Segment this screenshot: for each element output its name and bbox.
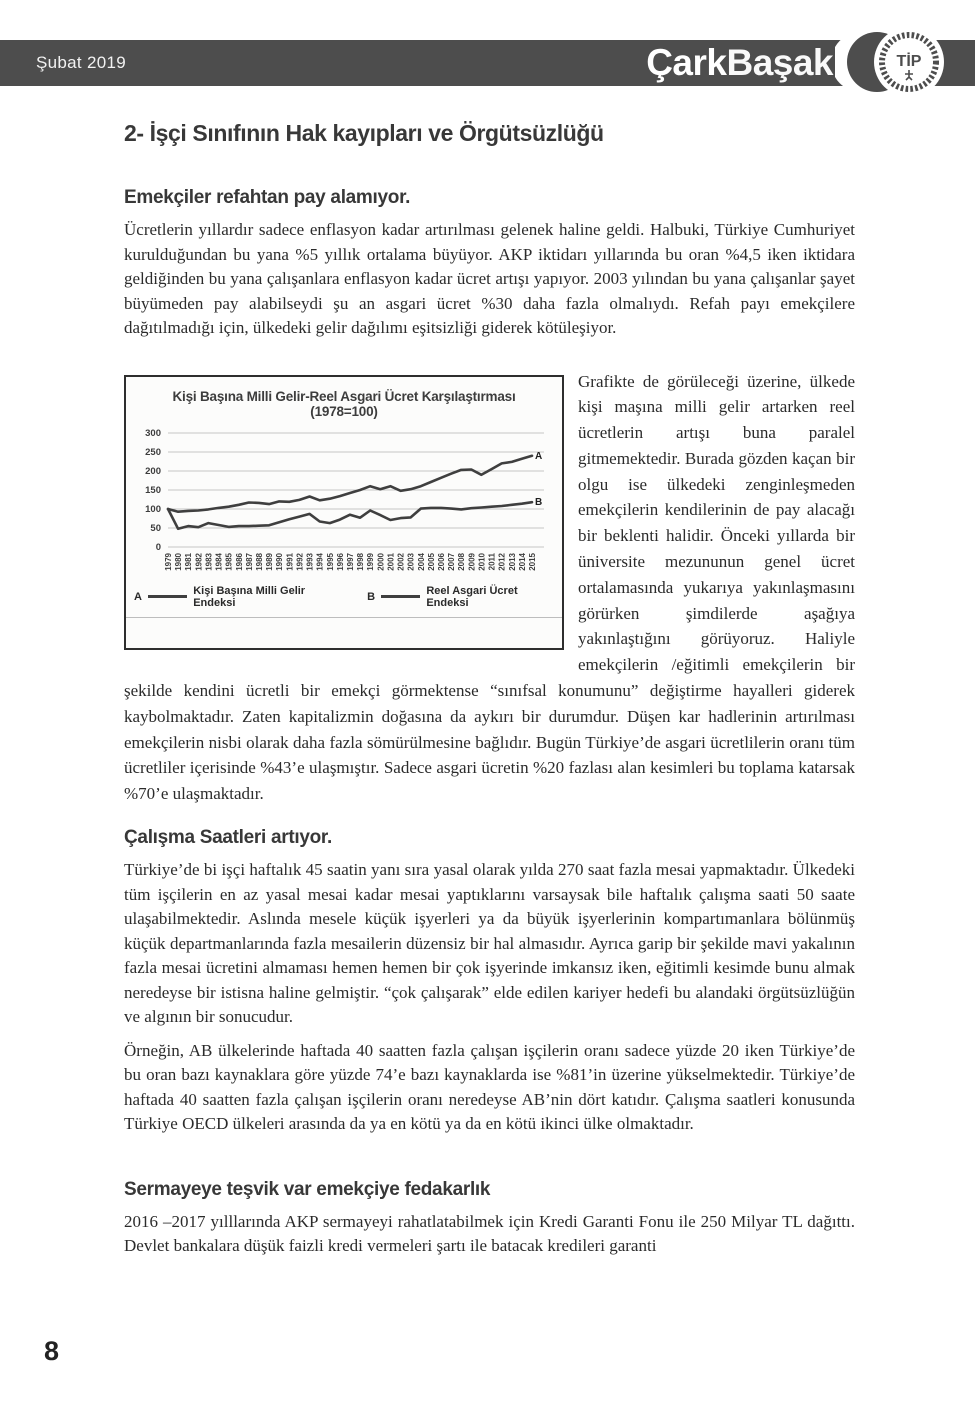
svg-text:1985: 1985 <box>224 552 234 571</box>
svg-text:300: 300 <box>145 427 161 439</box>
svg-text:1991: 1991 <box>285 552 295 571</box>
svg-text:1986: 1986 <box>234 552 244 571</box>
svg-text:1984: 1984 <box>214 552 224 571</box>
line-chart <box>134 425 554 583</box>
masthead-bold: Çark <box>646 42 727 83</box>
logo-text: TİP <box>896 53 922 70</box>
svg-text:1990: 1990 <box>275 552 285 571</box>
legend-name-a: Kişi Başına Milli Gelir Endeksi <box>193 584 306 609</box>
svg-text:50: 50 <box>150 522 161 534</box>
svg-text:2005: 2005 <box>426 552 436 571</box>
svg-text:2015: 2015 <box>528 552 537 571</box>
svg-text:1992: 1992 <box>295 552 305 571</box>
svg-text:B: B <box>535 496 543 508</box>
legend-label-b: B <box>367 590 376 603</box>
legend-label-a: A <box>134 590 142 603</box>
section-heading-hours: Çalışma Saatleri artıyor. <box>124 827 332 849</box>
svg-text:1998: 1998 <box>356 552 366 571</box>
svg-text:1982: 1982 <box>194 552 204 571</box>
svg-text:1987: 1987 <box>244 552 254 571</box>
svg-text:2010: 2010 <box>477 552 487 571</box>
chart-footer-strip <box>126 617 562 648</box>
svg-text:2002: 2002 <box>396 552 406 571</box>
paragraph-chart-commentary: Grafikte de görüleceği üzerine, ülkede kişi maşına milli gelir artarken reel ücretlerin artışı buna paralel gitmemektedir. Burada gözden kaçan bir olgu ise ülkedeki zenginleşmeden emekçilerin kendilerinin de pay alacağı bir beklenti halidir. Önceki yıllarda bir üniversite mezununun genel ücret ortalamasında yukarıya yakınlaşmasını görürken şimdilerde aşağıya yakınlaştığını görüyoruz. Haliyle emekçilerin /eğitimli emekçilerin bir şekilde kendini ücretli bir emekçi görmektense “sınıfsal konumunu” değiştirme hayalleri giderek kaybolmaktadır. Zaten kapitalizmin doğasına da aykırı bir durumdur. Düşen kar hadlerinin artırılması emekçilerin nisbi olarak daha fazla sömürülmesine bağlıdır. Bugün Türkiye’de asgari ücretlilerin oranı tüm ücretliler içerisinde %43’e ulaşmıştır. Sadece asgari ücretin %20 fazlası alan kesimleri bu toplama katarsak %70’e ulaşmaktadır. <box>124 371 855 804</box>
paragraph-wages-intro: Ücretlerin yıllardır sadece enflasyon kadar artırılması gelenek haline geldi. Halbuki, Türkiye Cumhuriyet kurulduğundan bu yana %5 yıllık ortalama büyüyor. AKP iktidarı yıllarında bu oran %4,5 iken iktidara geldiğinden bu yana çalışanlara enflasyon kadar ücret artışı yapıyor. 2003 yılından bu yana çalışanlar şayet büyümeden pay alabilseydi şu an asgari ücret %30 daha fazla olmalıydı. Refah payı emekçilere dağıtılmadığı için, ülkedeki gelir dağılımı eşitsizliği giderek kötüleşiyor. <box>124 220 855 337</box>
svg-text:1997: 1997 <box>346 552 355 571</box>
section-heading-wages: Emekçiler refahtan pay alamıyor. <box>124 187 411 208</box>
svg-text:150: 150 <box>145 484 161 496</box>
svg-text:2006: 2006 <box>437 552 446 571</box>
svg-text:1993: 1993 <box>305 552 315 571</box>
svg-text:2003: 2003 <box>406 552 416 571</box>
svg-text:1981: 1981 <box>184 552 194 571</box>
svg-text:A: A <box>535 450 543 462</box>
svg-text:2012: 2012 <box>497 552 507 571</box>
chart-legend <box>134 585 554 609</box>
svg-text:1979: 1979 <box>164 552 173 571</box>
svg-text:1988: 1988 <box>255 552 264 571</box>
chart-text-flow <box>124 369 855 808</box>
svg-text:1999: 1999 <box>366 552 376 571</box>
issue-date: Şubat 2019 <box>36 53 126 72</box>
svg-text:2013: 2013 <box>507 552 517 571</box>
chart-subtitle: (1978=100) <box>310 403 378 419</box>
article-title: 2- İşçi Sınıfının Hak kayıpları ve Örgütsüzlüğü <box>124 120 604 146</box>
svg-text:2011: 2011 <box>487 552 497 570</box>
chart-title: Kişi Başına Milli Gelir-Reel Asgari Ücret Karşılaştırması <box>172 388 516 404</box>
svg-text:1980: 1980 <box>174 552 184 571</box>
paragraph-hours-1: Türkiye’de bi işçi haftalık 45 saatin yanı sıra yasal olarak yılda 270 saat fazla mesai yapmaktadır. Ülkedeki tüm işçilerin en az yasal mesai kadar mesai yaptıklarını varsaysak bile haftalık çalışma saati 50 saate ulaşabilmektedir. Aslında mesele küçük işyerleri ya da büyük işyerlerinin kompartımanlara bölünmüş küçük departmanlarında fazla mesailerin düzensiz bir hal almasıdır. Ayrıca garip bir şekilde mavi yakalının fazla mesai ücretini almaması hemen hemen bir çok işyerinde imkansız iken, eğitimli kesimde bunu almak neredeyse bir istisna haline gelmiştir. “çok çalışarak” elde edilen kariyer hedefi bu alandaki örgütsüzlüğün ve algının bir sonucudur. <box>124 860 855 1027</box>
page-number: 8 <box>44 1336 60 1366</box>
svg-text:1994: 1994 <box>315 552 325 571</box>
svg-text:2001: 2001 <box>386 552 396 571</box>
svg-text:1995: 1995 <box>325 552 335 571</box>
svg-text:100: 100 <box>145 503 161 515</box>
paragraph-hours-2: Örneğin, AB ülkelerinde haftada 40 saatten fazla çalışan işçilerin oranı sadece yüzde 20 iken Türkiye’de bu oran bazı kaynaklara göre yüzde 74’e bazı kaynaklarda ise %81’in üzerine yükselmektedir. Türkiye’de haftada 40 saatten fazla çalışan işçilerin oranı neredeyse AB’nin dört katıdır. Çalışma saatleri konusunda Türkiye OECD ülkeleri arasında da ya en kötü ya da en kötü ikinci ülke olmaktadır. <box>124 1040 855 1134</box>
svg-text:1983: 1983 <box>204 552 214 571</box>
svg-text:2014: 2014 <box>517 552 527 571</box>
chart-figure <box>124 375 564 650</box>
svg-text:2004: 2004 <box>416 552 426 571</box>
legend-line-b-icon <box>381 595 420 598</box>
svg-text:2008: 2008 <box>457 552 467 571</box>
svg-text:2009: 2009 <box>467 552 477 571</box>
svg-text:2000: 2000 <box>376 552 386 571</box>
svg-text:1996: 1996 <box>335 552 345 571</box>
svg-text:1989: 1989 <box>265 552 275 571</box>
svg-text:200: 200 <box>145 465 161 477</box>
paragraph-capital-1: 2016 –2017 yılllarında AKP sermayeyi rahatlatabilmek için Kredi Garanti Fonu ile 250 Milyar TL dağıttı. Devlet bankalara düşük faizli kredi vermeleri şartı ile batacak kredileri garanti <box>124 1211 855 1256</box>
legend-name-b: Reel Asgari Ücret Endeksi <box>426 584 518 609</box>
masthead-regular: Başak <box>726 42 833 83</box>
svg-text:2007: 2007 <box>447 552 457 571</box>
section-heading-capital: Sermayeye teşvik var emekçiye fedakarlık <box>124 1178 491 1200</box>
svg-text:0: 0 <box>155 541 161 553</box>
legend-line-a-icon <box>148 595 187 598</box>
svg-text:250: 250 <box>145 446 161 458</box>
